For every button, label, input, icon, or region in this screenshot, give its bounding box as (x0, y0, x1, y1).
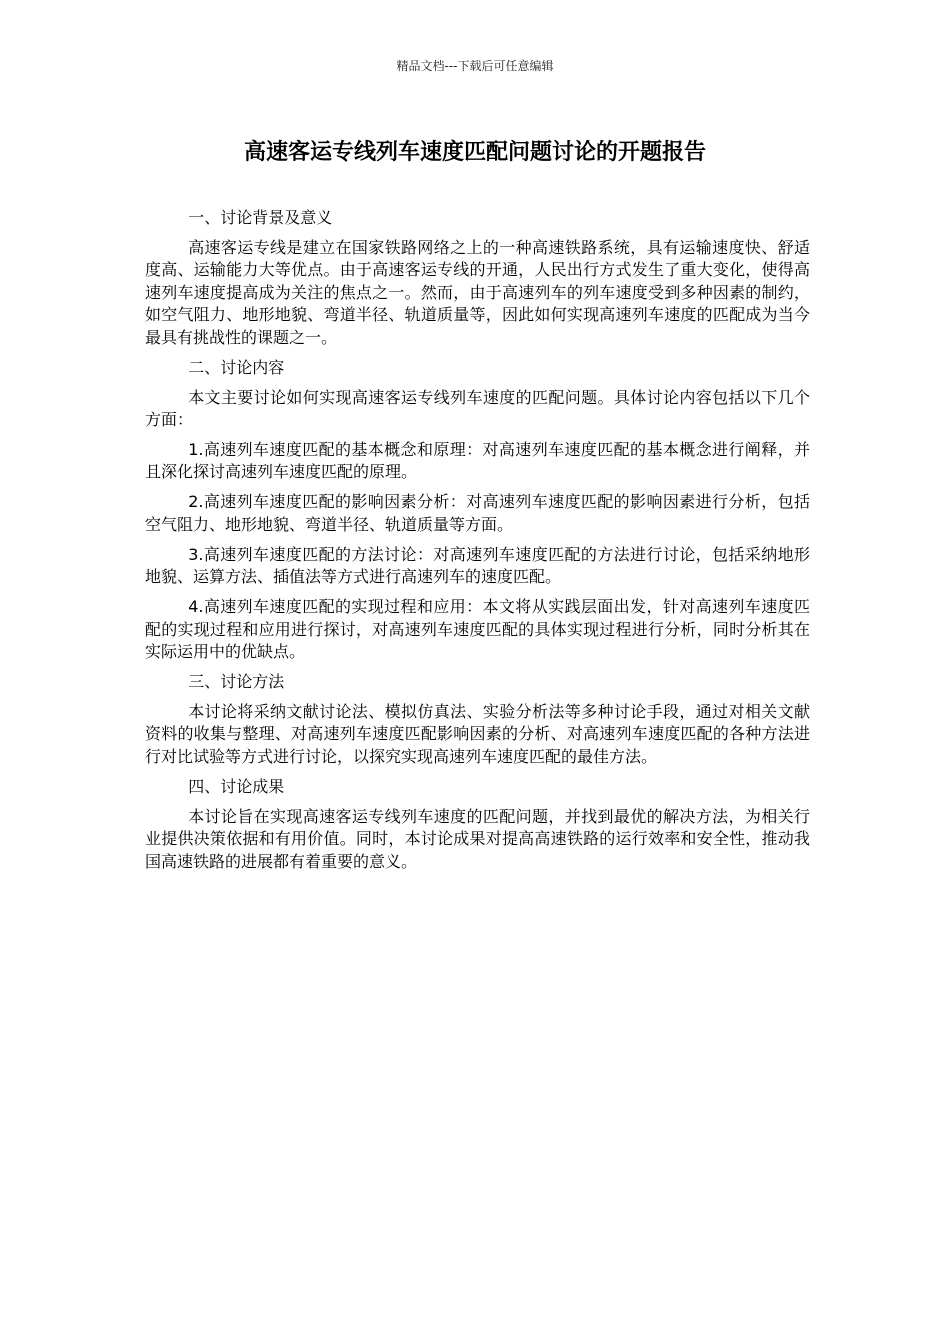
paragraph-results: 本讨论旨在实现高速客运专线列车速度的匹配问题，并找到最优的解决方法，为相关行业提供决策依据和有用价值。同时，本讨论成果对提高高速铁路的运行效率和安全性，推动我国高速铁路的进展都有着重要的意义。 (145, 806, 810, 871)
page-header: 精品文档---下载后可任意编辑 (396, 59, 554, 73)
section-heading-results: 四、讨论成果 (188, 776, 285, 796)
paragraph-content-intro: 本文主要讨论如何实现高速客运专线列车速度的匹配问题。具体讨论内容包括以下几个方面： (145, 387, 810, 430)
paragraph-methods: 本讨论将采纳文献讨论法、模拟仿真法、实验分析法等多种讨论手段，通过对相关文献资料的收集与整理、对高速列车速度匹配影响因素的分析、对高速列车速度匹配的各种方法进行对比试验等方式进行讨论，以探究实现高速列车速度匹配的最佳方法。 (145, 702, 810, 766)
section-heading-background: 一、讨论背景及意义 (188, 208, 333, 227)
paragraph-content-item-3: 3.高速列车速度匹配的方法讨论：对高速列车速度匹配的方法进行讨论，包括采纳地形地貌、运算方法、插值法等方式进行高速列车的速度匹配。 (145, 544, 810, 587)
document-title: 高速客运专线列车速度匹配问题讨论的开题报告 (243, 140, 706, 165)
section-heading-methods: 三、讨论方法 (188, 672, 285, 692)
document-body (145, 207, 810, 881)
paragraph-content-item-1: 1.高速列车速度匹配的基本概念和原理：对高速列车速度匹配的基本概念进行阐释，并且深化探讨高速列车速度匹配的原理。 (145, 440, 810, 482)
paragraph-content-item-2: 2.高速列车速度匹配的影响因素分析：对高速列车速度匹配的影响因素进行分析，包括空气阻力、地形地貌、弯道半径、轨道质量等方面。 (145, 492, 810, 534)
paragraph-background: 高速客运专线是建立在国家铁路网络之上的一种高速铁路系统，具有运输速度快、舒适度高、运输能力大等优点。由于高速客运专线的开通，人民出行方式发生了重大变化，使得高速列车速度提高成为关注的焦点之一。然而，由于高速列车的列车速度受到多种因素的制约，如空气阻力、地形地貌、弯道半径、轨道质量等，因此如何实现高速列车速度的匹配成为当今最具有挑战性的课题之一。 (145, 238, 810, 347)
section-heading-content: 二、讨论内容 (188, 357, 285, 377)
paragraph-content-item-4: 4.高速列车速度匹配的实现过程和应用：本文将从实践层面出发，针对高速列车速度匹配的实现过程和应用进行探讨，对高速列车速度匹配的具体实现过程进行分析，同时分析其在实际运用中的优缺点。 (145, 597, 810, 662)
